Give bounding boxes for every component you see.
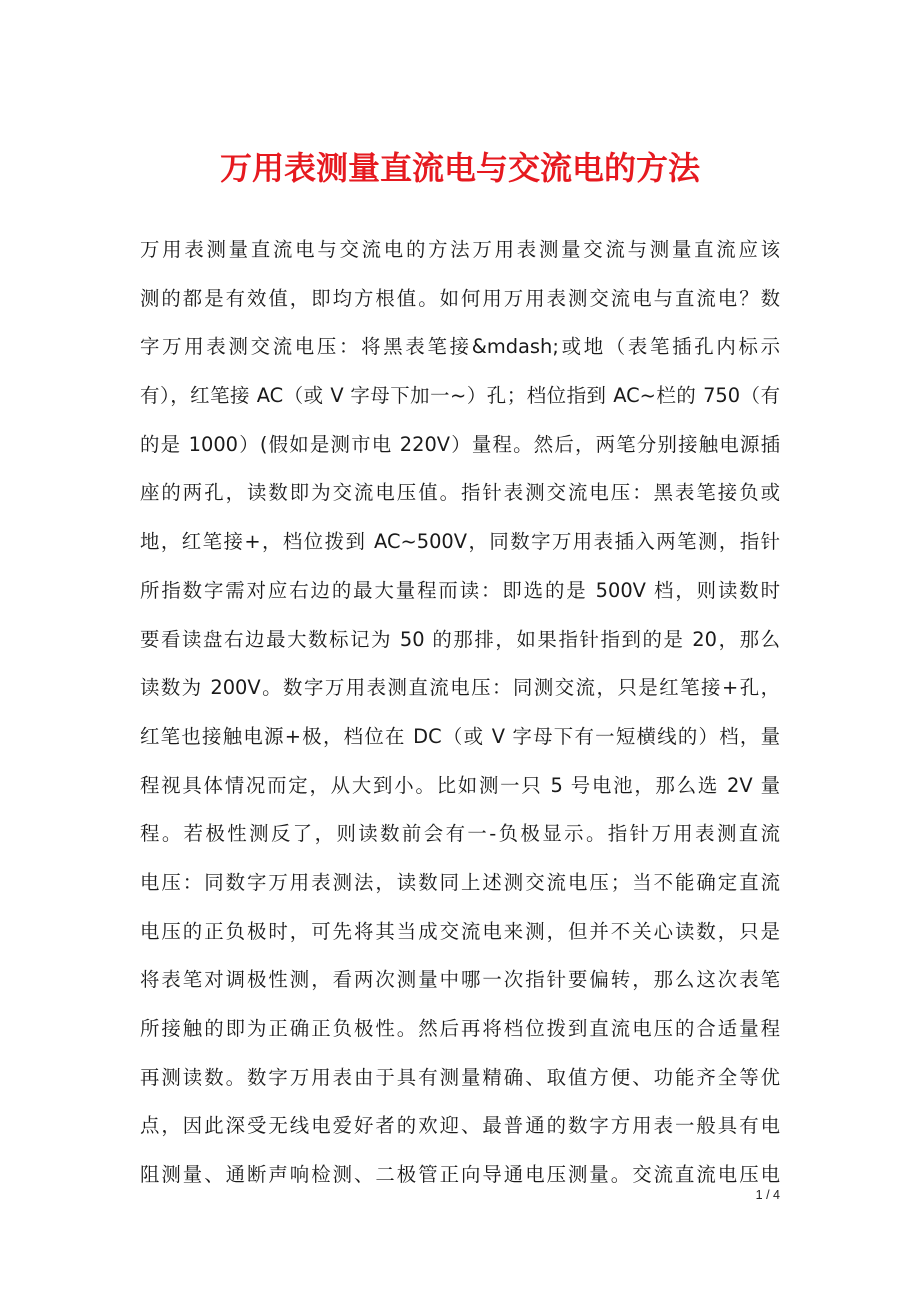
text-line: 座的两孔，读数即为交流电压值。指针表测交流电压：黑表笔接负或 bbox=[140, 481, 780, 505]
text-line: 地，红笔接+，档位拨到 AC~500V，同数字万用表插入两笔测，指针 bbox=[140, 530, 780, 554]
text-line: 所指数字需对应右边的最大量程而读：即选的是 500V 档，则读数时 bbox=[140, 578, 780, 602]
text-line: 有），红笔接 AC（或 V 字母下加一~）孔；档位指到 AC~栏的 750（有 bbox=[140, 384, 780, 408]
text-line: 所接触的即为正确正负极性。然后再将档位拨到直流电压的合适量程 bbox=[140, 1017, 780, 1040]
page-number: 1 / 4 bbox=[755, 1188, 780, 1202]
body-paragraph bbox=[140, 226, 780, 1200]
text-line: 电压的正负极时，可先将其当成交流电来测，但并不关心读数，只是 bbox=[140, 919, 780, 943]
text-line: 再测读数。数字万用表由于具有测量精确、取值方便、功能齐全等优 bbox=[140, 1065, 780, 1089]
text-line: 读数为 200V。数字万用表测直流电压：同测交流，只是红笔接+孔， bbox=[140, 676, 780, 700]
text-line: 字万用表测交流电压：将黑表笔接&mdash;或地（表笔插孔内标示 bbox=[140, 335, 780, 359]
text-line: 电压：同数字万用表测法，读数同上述测交流电压；当不能确定直流 bbox=[140, 870, 780, 894]
text-line: 的是 1000）(假如是测市电 220V）量程。然后，两笔分别接触电源插 bbox=[140, 432, 780, 456]
text-line: 程视具体情况而定，从大到小。比如测一只 5 号电池，那么选 2V 量 bbox=[140, 773, 780, 797]
text-line: 程。若极性测反了，则读数前会有一-负极显示。指针万用表测直流 bbox=[140, 822, 780, 846]
document-title: 万用表测量直流电与交流电的方法 bbox=[219, 149, 700, 187]
text-line: 红笔也接触电源+极，档位在 DC（或 V 字母下有一短横线的）档，量 bbox=[140, 724, 780, 748]
text-line: 将表笔对调极性测，看两次测量中哪一次指针要偏转，那么这次表笔 bbox=[140, 968, 780, 992]
text-line: 点，因此深受无线电爱好者的欢迎、最普通的数字方用表一般具有电 bbox=[140, 1114, 780, 1138]
text-line: 测的都是有效值，即均方根值。如何用万用表测交流电与直流电？数 bbox=[140, 286, 780, 310]
text-line: 阻测量、通断声响检测、二极管正向导通电压测量。交流直流电压电 bbox=[140, 1163, 780, 1187]
text-line: 万用表测量直流电与交流电的方法万用表测量交流与测量直流应该 bbox=[140, 238, 780, 261]
text-line: 要看读盘右边最大数标记为 50 的那排，如果指针指到的是 20，那么 bbox=[140, 627, 780, 651]
